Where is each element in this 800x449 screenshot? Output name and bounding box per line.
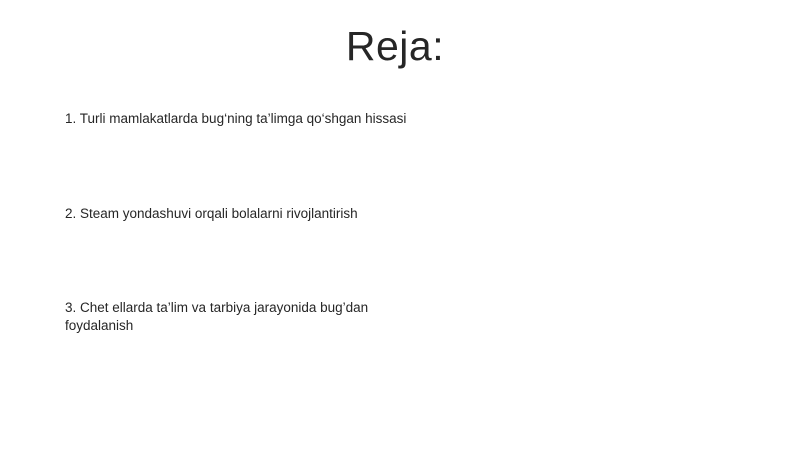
plan-item-1: 1. Turli mamlakatlarda bug‘ning ta’limga qo‘shgan hissasi [65, 111, 407, 126]
slide-title: Reja: [345, 23, 445, 69]
plan-item-3: 3. Chet ellarda ta’lim va tarbiya jarayonida bug’dan foydalanish [65, 300, 369, 333]
plan-item-2: 2. Steam yondashuvi orqali bolalarni rivojlantirish [65, 206, 358, 221]
